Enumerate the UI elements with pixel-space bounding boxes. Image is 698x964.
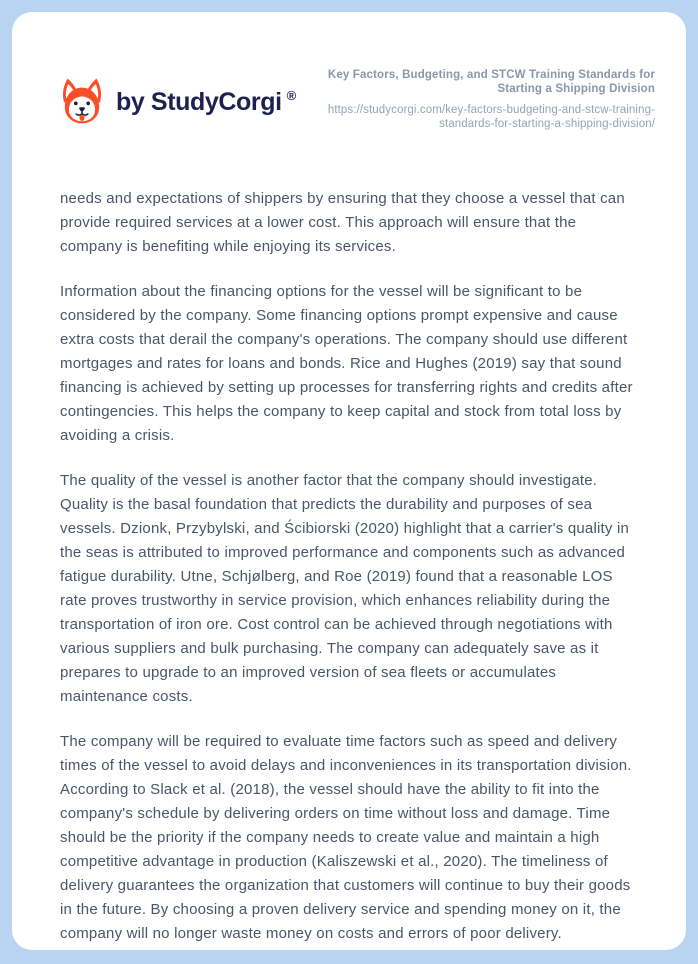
studycorgi-logo [60, 74, 296, 130]
document-title: Key Factors, Budgeting, and STCW Training Standards for Starting a Shipping Division [327, 69, 655, 95]
document-meta [303, 68, 655, 131]
paragraph: needs and expectations of shippers by ensuring that they choose a vessel that can provide required services at a lower cost. This approach will ensure that the company is benefiting while enjoying its services. [60, 190, 625, 255]
corgi-icon [60, 74, 104, 130]
document-url-link[interactable]: https://studycorgi.com/key-factors-budgeting-and-stcw-training-standards-for-starting-a-shipping-division/ [327, 104, 655, 130]
registered-trademark: ® [286, 88, 297, 103]
paragraph: The company will be required to evaluate time factors such as speed and delivery times of the vessel to avoid delays and inconveniences in its transportation division. According to Slack et al. (2018), the vessel should have the ability to fit into the company's schedule by delivering orders on time without loss and damage. Time should be the priority if the company needs to create value and maintain a high competitive advantage in production (Kaliszewski et al., 2020). The timeliness of delivery guarantees the organization that customers will continue to buy their goods in the future. By choosing a proven delivery service and spending money on it, the company will no longer waste money on costs and errors of poor delivery. [60, 733, 632, 942]
paragraph: Information about the financing options for the vessel will be significant to be considered by the company. Some financing options prompt expensive and cause extra costs that derail the company's operations. The company should use different mortgages and rates for loans and bonds. Rice and Hughes (2019) say that sound financing is achieved by setting up processes for transferring rights and credits after contingencies. This helps the company to keep capital and stock from total loss by avoiding a crisis. [60, 283, 633, 444]
header [60, 68, 655, 131]
article-body [60, 187, 638, 946]
document-card [12, 12, 686, 950]
paragraph: The quality of the vessel is another factor that the company should investigate. Quality is the basal foundation that predicts the durability and purposes of sea vessels. Dzionk, Przybylski, and Ścibiorski (2020) highlight that a carrier's quality in the seas is attributed to improved performance and components such as advanced fatigue durability. Utne, Schjølberg, and Roe (2019) found that a reasonable LOS rate proves trustworthy in service provision, which enhances reliability during the transportation of iron ore. Cost control can be achieved through negotiations with various suppliers and bulk purchasing. The company can adequately save as it prepares to upgrade to an improved version of sea fleets or accumulates maintenance costs. [60, 472, 630, 705]
brand-name: by StudyCorgi [116, 88, 282, 116]
